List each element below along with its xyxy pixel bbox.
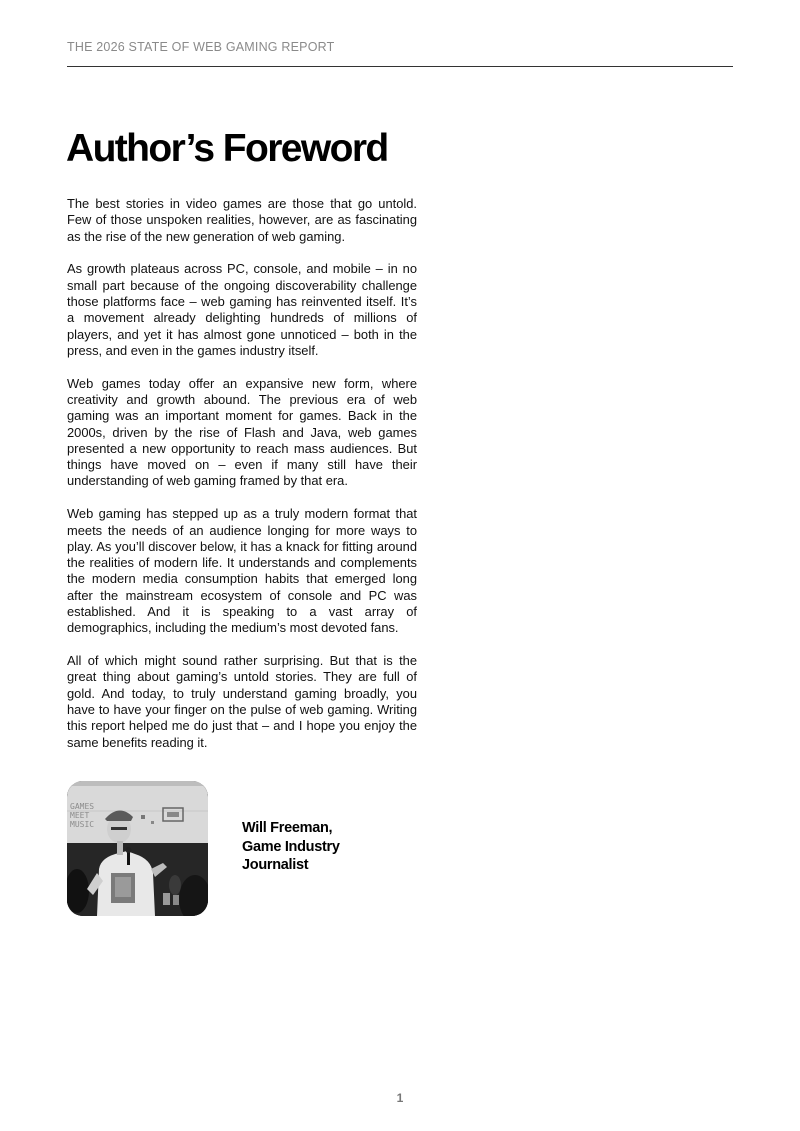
page-number: 1 [396,1091,404,1105]
paragraph: Web gaming has stepped up as a truly modern format that meets the needs of an audience longing for more ways to play. As you’ll discover below, it has a knack for fitting around the realities of modern life. It understands and complements the modern media consumption habits that emerged long after the mainstream ecosystem of console and PC was established. And it is speaking to a vast array of demographics, including the medium’s most devoted fans. [67,506,417,636]
paragraph: As growth plateaus across PC, console, and mobile – in no small part because of the ongoing discoverability challenge those platforms face – web gaming has reinvented itself. It’s a movement already delighting hundreds of millions of players, and yet it has almost gone unnoticed – both in the press, and even in the games industry itself. [67,261,417,358]
foreword-body [67,196,417,767]
running-header: THE 2026 STATE OF WEB GAMING REPORT [67,40,335,54]
photo-screen-text: MUSIC [70,820,95,829]
author-name: Will Freeman, [242,820,333,836]
author-byline [242,819,340,875]
photo-screen-text: MEET [70,811,90,820]
photo-screen-text: GAMES [70,802,95,811]
author-photo-illustration [67,781,208,916]
author-photo [67,781,208,916]
author-role: Journalist [242,857,309,873]
paragraph: All of which might sound rather surprising. But that is the great thing about gaming’s untold stories. They are full of gold. And today, to truly understand gaming broadly, you have to have your finger on the pulse of web gaming. Writing this report helped me do just that – and I hope you enjoy the same benefits reading it. [67,653,417,750]
page-title: Author’s Foreword [66,127,388,170]
header-divider [67,66,733,67]
paragraph: The best stories in video games are those that go untold. Few of those unspoken realities, however, are as fascinating as the rise of the new generation of web gaming. [67,196,417,244]
paragraph: Web games today offer an expansive new form, where creativity and growth abound. The previous era of web gaming was an important moment for games. Back in the 2000s, driven by the rise of Flash and Java, web games presented a new opportunity to reach mass audiences. But things have moved on – even if many still have their understanding of web gaming framed by that era. [67,375,417,489]
author-role: Game Industry [242,838,340,855]
